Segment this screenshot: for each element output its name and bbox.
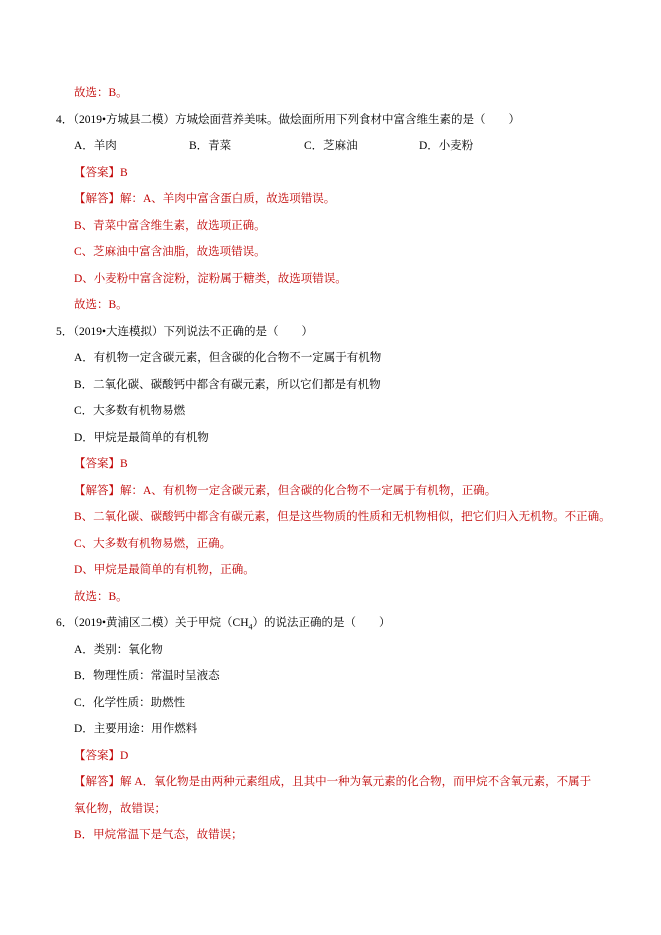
question-5-option-d: D．甲烷是最简单的有机物 [74,431,209,444]
question-4 [56,107,633,319]
question-4-stem: 4．（2019•方城县二模）方城烩面营养美味。做烩面所用下列食材中富含维生素的是（ ） [56,113,521,126]
question-4-option-c: C．芝麻油 [304,140,358,152]
question-6-explanation-line: 氧化物，故错误； [74,802,166,815]
question-5-option-b: B．二氧化碳、碳酸钙中都含有碳元素，所以它们都是有机物 [74,378,381,391]
question-4-option-d: D．小麦粉 [419,140,474,152]
question-4-choose-line: 故选：B。 [74,299,128,311]
question-6-explanation-line: 【解答】解 A．氧化物是由两种元素组成，且其中一种为氧元素的化合物，而甲烷不含氧元素，不属于 [74,776,592,788]
question-5-explanation-line: C、大多数有机物易燃，正确。 [74,537,232,550]
question-6-answer: 【答案】D [74,749,129,762]
question-6-option-b: B．物理性质：常温时呈液态 [74,670,220,682]
question-4-explanation-line: 【解答】解：A、羊肉中富含蛋白质，故选项错误。 [74,193,336,205]
question-5-answer: 【答案】B [74,458,128,470]
question-5-option-a: A．有机物一定含碳元素，但含碳的化合物不一定属于有机物 [74,352,382,364]
question-6-stem-text: ）的说法正确的是（ ） [252,617,391,629]
question-4-options-row [56,133,633,160]
question-6 [56,610,633,849]
question-6-explanation-line: B．甲烷常温下是气态，故错误； [74,829,243,841]
prev-question-choose-line: 故选：B。 [74,87,128,99]
question-5 [56,319,633,611]
question-4-option-a: A．羊肉 [74,140,117,152]
question-4-explanation-line: B、青菜中富含维生素，故选项正确。 [74,219,266,232]
question-4-explanation-line: C、芝麻油中富含油脂，故选项错误。 [74,246,266,258]
question-6-option-a: A．类别：氧化物 [74,643,163,656]
question-5-explanation-line: D、甲烷是最简单的有机物，正确。 [74,564,255,576]
question-5-choose-line: 故选：B。 [74,590,128,603]
question-6-option-c: C．化学性质：助燃性 [74,696,186,709]
question-5-option-c: C．大多数有机物易燃 [74,405,186,417]
methane-formula-subscript: 4 [248,622,253,632]
question-6-stem [56,610,633,637]
question-5-stem: 5．（2019•大连模拟）下列说法不正确的是（ ） [56,325,314,338]
question-5-explanation-line: B、二氧化碳、碳酸钙中都含有碳元素，但是这些物质的性质和无机物相似，把它们归入无机物。不正确。 [74,511,611,523]
question-5-explanation-line: 【解答】解：A、有机物一定含碳元素，但含碳的化合物不一定属于有机物，正确。 [74,484,497,497]
question-4-explanation-line: D、小麦粉中富含淀粉，淀粉属于糖类，故选项错误。 [74,272,347,285]
question-4-option-b: B．青菜 [189,140,232,152]
question-6-option-d: D．主要用途：用作燃料 [74,723,198,735]
question-6-stem-text: 6．（2019•黄浦区二模）关于甲烷（CH [56,617,249,629]
question-4-answer: 【答案】B [74,166,128,179]
